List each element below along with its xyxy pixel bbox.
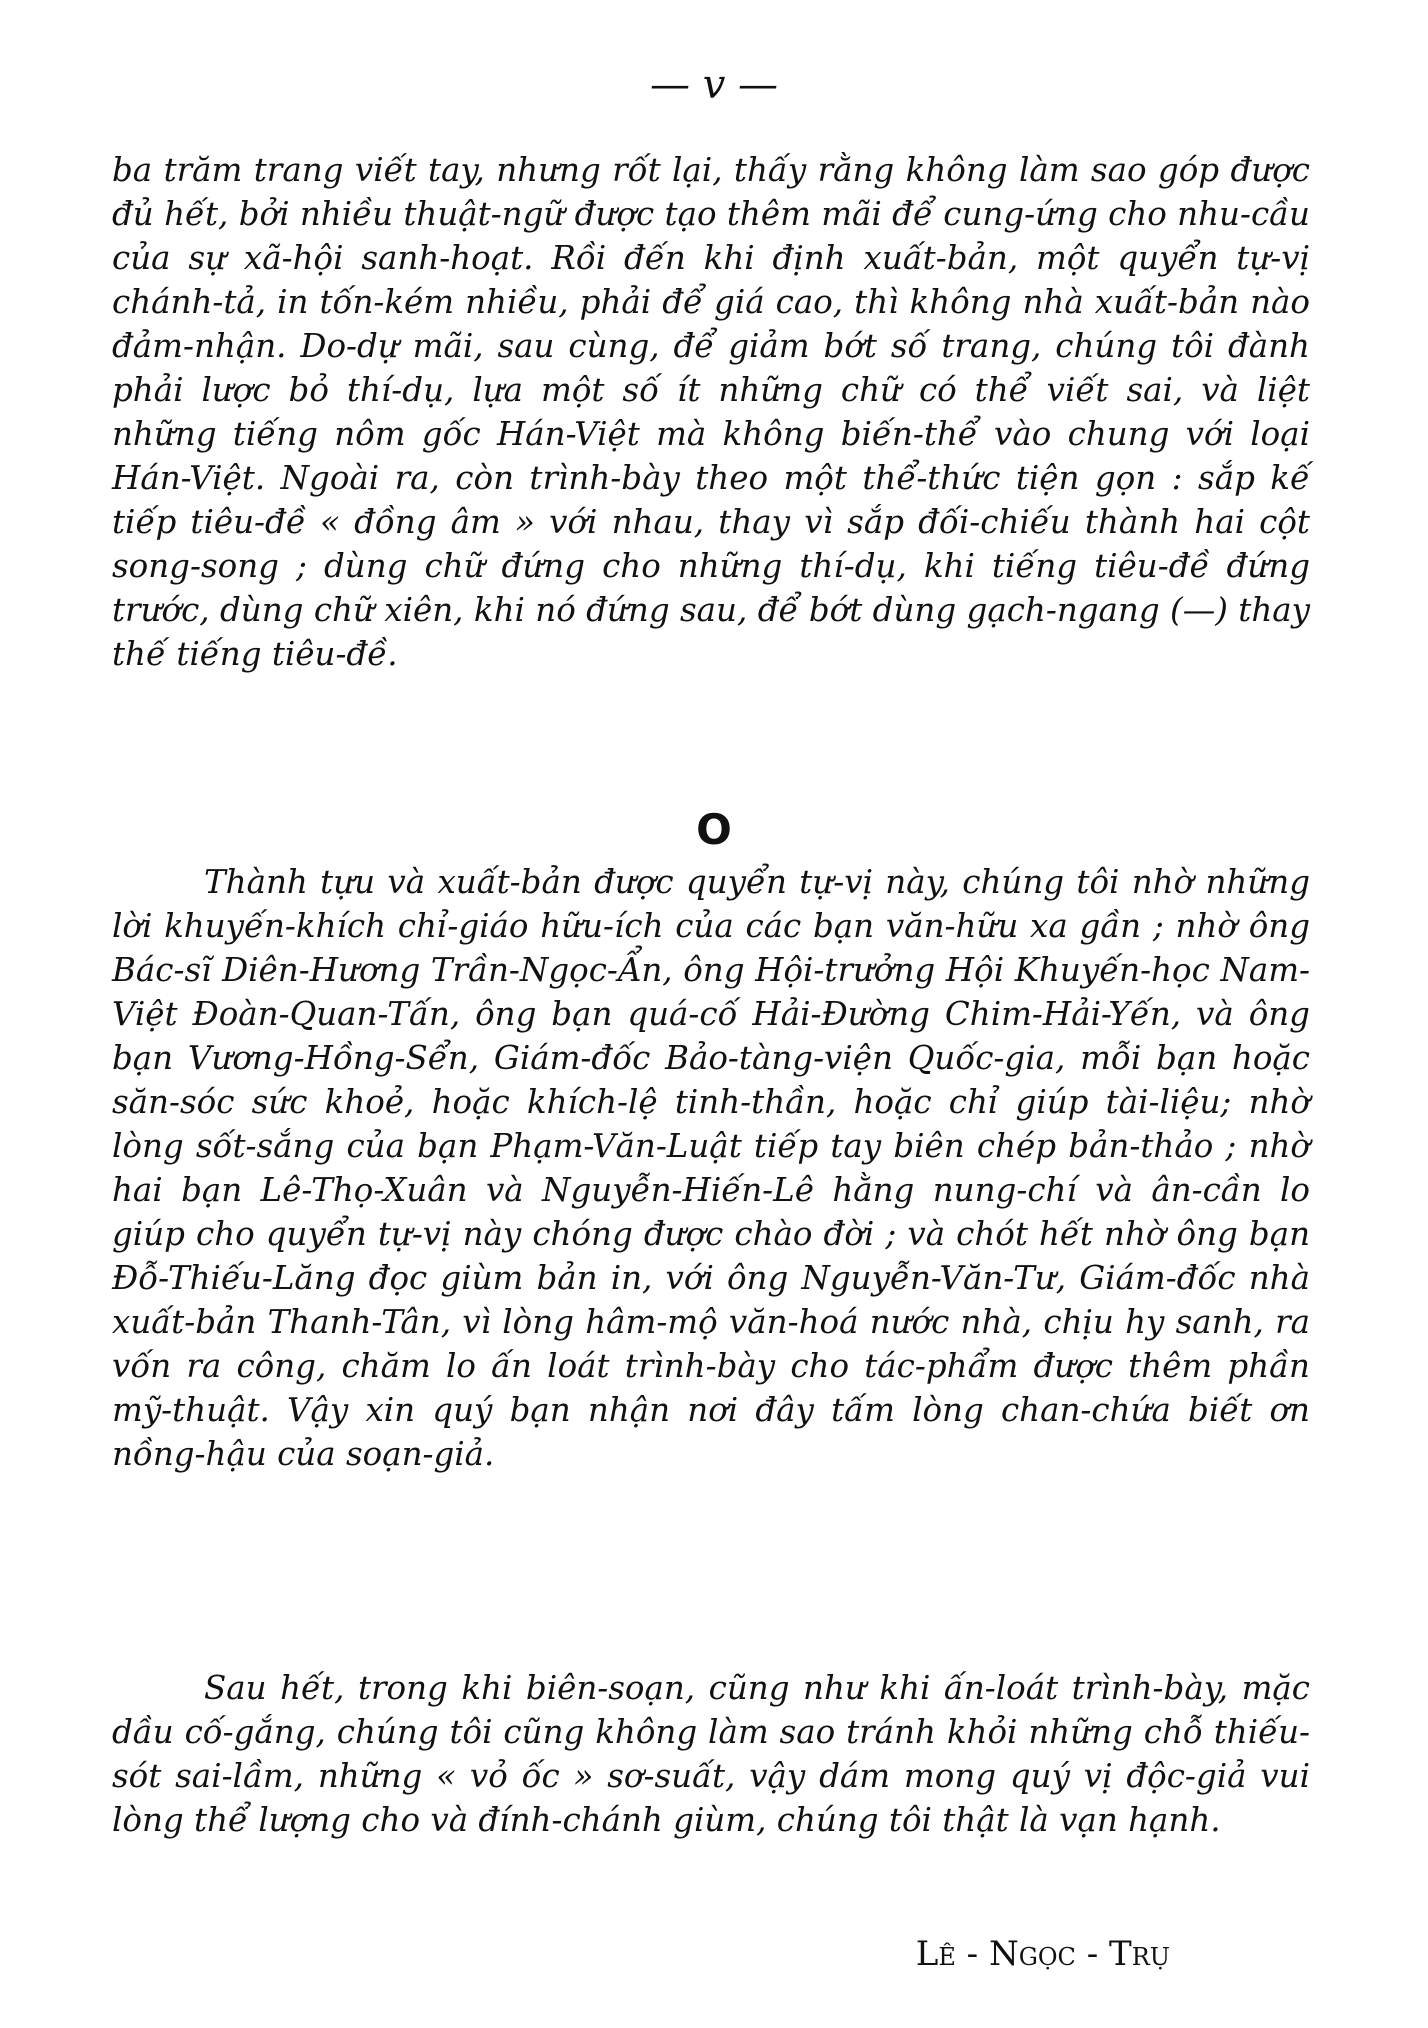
paragraph-text: Sau hết, trong khi biên-soạn, cũng như khi ấn-loát trình-bày, mặc dầu cố-gắng, chúng tôi cũng không làm sao tránh khỏi những chỗ thiếu-sót sai-lầm, những « vỏ ốc » sơ-suất, vậy dám mong quý vị độc-giả vui lòng thể lượng cho và đính-chánh giùm, chúng tôi thật là vạn hạnh. — [112, 1669, 1310, 1839]
page-number: — v — — [649, 62, 779, 108]
section-ornament: O — [696, 805, 732, 854]
paragraph-2 — [112, 860, 1310, 1476]
paragraph-1 — [112, 148, 1310, 676]
paragraph-3 — [112, 1666, 1310, 1842]
author-signature: Lê - Ngọc - Trụ — [915, 1934, 1170, 1974]
paragraph-text: ba trăm trang viết tay, nhưng rốt lại, thấy rằng không làm sao góp được đủ hết, bởi nhiều thuật-ngữ được tạo thêm mãi để cung-ứng cho nhu-cầu của sự xã-hội sanh-hoạt. Rồi đến khi định xuất-bản, một quyển tự-vị chánh-tả, in tốn-kém nhiều, phải để giá cao, thì không nhà xuất-bản nào đảm-nhận. Do-dự mãi, sau cùng, để giảm bớt số trang, chúng tôi đành phải lược bỏ thí-dụ, lựa một số ít những chữ có thể viết sai, và liệt những tiếng nôm gốc Hán-Việt mà không biến-thể vào chung với loại Hán-Việt. Ngoài ra, còn trình-bày theo một thể-thức tiện gọn : sắp kế tiếp tiêu-đề « đồng âm » với nhau, thay vì sắp đối-chiếu thành hai cột song-song ; dùng chữ đứng cho những thí-dụ, khi tiếng tiêu-đề đứng trước, dùng chữ xiên, khi nó đứng sau, để bớt dùng gạch-ngang (—) thay thế tiếng tiêu-đề. — [112, 151, 1310, 673]
paragraph-text: Thành tựu và xuất-bản được quyển tự-vị này, chúng tôi nhờ những lời khuyến-khích chỉ-giáo hữu-ích của các bạn văn-hữu xa gần ; nhờ ông Bác-sĩ Diên-Hương Trần-Ngọc-Ẩn, ông Hội-trưởng Hội Khuyến-học Nam-Việt Đoàn-Quan-Tấn, ông bạn quá-cố Hải-Đường Chim-Hải-Yến, và ông bạn Vương-Hồng-Sển, Giám-đốc Bảo-tàng-viện Quốc-gia, mỗi bạn hoặc săn-sóc sức khoẻ, hoặc khích-lệ tinh-thần, hoặc chỉ giúp tài-liệu; nhờ lòng sốt-sắng của bạn Phạm-Văn-Luật tiếp tay biên chép bản-thảo ; nhờ hai bạn Lê-Thọ-Xuân và Nguyễn-Hiến-Lê hằng nung-chí và ân-cần lo giúp cho quyển tự-vị này chóng được chào đời ; và chót hết nhờ ông bạn Đỗ-Thiếu-Lăng đọc giùm bản in, với ông Nguyễn-Văn-Tư, Giám-đốc nhà xuất-bản Thanh-Tân, vì lòng hâm-mộ văn-hoá nước nhà, chịu hy sanh, ra vốn ra công, chăm lo ấn loát trình-bày cho tác-phẩm được thêm phần mỹ-thuật. Vậy xin quý bạn nhận nơi đây tấm lòng chan-chứa biết ơn nồng-hậu của soạn-giả. — [112, 863, 1310, 1473]
